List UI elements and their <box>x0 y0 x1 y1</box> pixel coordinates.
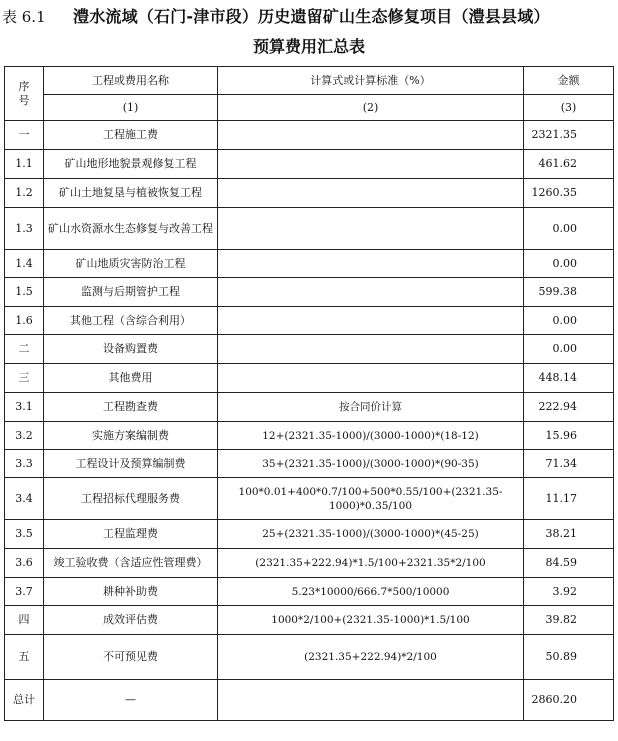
row-number: 1.1 <box>5 150 44 179</box>
row-formula: 12+(2321.35-1000)/(3000-1000)*(18-12) <box>218 422 524 450</box>
table-row <box>5 393 614 422</box>
row-formula: 按合同价计算 <box>218 393 524 422</box>
row-formula: 35+(2321.35-1000)/(3000-1000)*(90-35) <box>218 450 524 478</box>
row-formula <box>218 121 524 150</box>
header-subrow <box>5 95 614 121</box>
row-formula <box>218 278 524 307</box>
table-row <box>5 278 614 307</box>
header-seq: 序号 <box>5 67 44 121</box>
row-number: 3.4 <box>5 478 44 520</box>
table-row <box>5 307 614 335</box>
row-amount: 50.89 <box>524 635 614 680</box>
row-name: 实施方案编制费 <box>44 422 218 450</box>
row-name: 工程监理费 <box>44 520 218 549</box>
row-amount: 38.21 <box>524 520 614 549</box>
header-name: 工程或费用名称 <box>44 67 218 95</box>
row-amount: 2860.20 <box>524 680 614 721</box>
table-row <box>5 635 614 680</box>
row-amount: 15.96 <box>524 422 614 450</box>
table-row <box>5 179 614 208</box>
row-formula <box>218 307 524 335</box>
table-row <box>5 520 614 549</box>
row-formula: (2321.35+222.94)*2/100 <box>218 635 524 680</box>
project-title: 澧水流域（石门-津市段）历史遗留矿山生态修复项目（澧县县域） <box>73 7 550 26</box>
row-amount: 0.00 <box>524 250 614 278</box>
row-amount: 84.59 <box>524 549 614 578</box>
row-name: 竣工验收费（含适应性管理费） <box>44 549 218 578</box>
row-formula <box>218 680 524 721</box>
table-title: 预算费用汇总表 <box>252 37 365 56</box>
row-name: 设备购置费 <box>44 335 218 364</box>
row-name: 工程施工费 <box>44 121 218 150</box>
row-number: 3.3 <box>5 450 44 478</box>
row-formula <box>218 250 524 278</box>
row-amount: 11.17 <box>524 478 614 520</box>
row-name: 不可预见费 <box>44 635 218 680</box>
row-name: 工程设计及预算编制费 <box>44 450 218 478</box>
row-formula: (2321.35+222.94)*1.5/100+2321.35*2/100 <box>218 549 524 578</box>
row-name: 成效评估费 <box>44 606 218 635</box>
row-number: 3.6 <box>5 549 44 578</box>
row-formula <box>218 335 524 364</box>
table-row <box>5 250 614 278</box>
row-formula: 1000*2/100+(2321.35-1000)*1.5/100 <box>218 606 524 635</box>
header-amount: 金额 <box>524 67 614 95</box>
row-number: 3.1 <box>5 393 44 422</box>
header-sub-name: (1) <box>44 95 218 121</box>
row-amount: 0.00 <box>524 335 614 364</box>
table-row <box>5 364 614 393</box>
row-number: 1.4 <box>5 250 44 278</box>
table-row <box>5 606 614 635</box>
table-row <box>5 549 614 578</box>
table-row <box>5 450 614 478</box>
row-formula <box>218 208 524 250</box>
row-amount: 222.94 <box>524 393 614 422</box>
table-row <box>5 208 614 250</box>
row-amount: 0.00 <box>524 307 614 335</box>
header-sub-formula: (2) <box>218 95 524 121</box>
row-number: 总计 <box>5 680 44 721</box>
table-row <box>5 680 614 721</box>
row-formula: 25+(2321.35-1000)/(3000-1000)*(45-25) <box>218 520 524 549</box>
row-name: 其他费用 <box>44 364 218 393</box>
table-row <box>5 121 614 150</box>
row-name: 工程勘查费 <box>44 393 218 422</box>
row-name: 矿山地形地貌景观修复工程 <box>44 150 218 179</box>
header-formula: 计算式或计算标准（%） <box>218 67 524 95</box>
header-sub-amount: (3) <box>524 95 614 121</box>
row-number: 四 <box>5 606 44 635</box>
row-amount: 599.38 <box>524 278 614 307</box>
header-row <box>5 67 614 95</box>
row-number: 3.7 <box>5 578 44 606</box>
row-formula: 100*0.01+400*0.7/100+500*0.55/100+(2321.35-1000)*0.35/100 <box>218 478 524 520</box>
row-number: 五 <box>5 635 44 680</box>
row-name: 矿山水资源水生态修复与改善工程 <box>44 208 218 250</box>
row-number: 1.3 <box>5 208 44 250</box>
row-name: — <box>44 680 218 721</box>
row-name: 工程招标代理服务费 <box>44 478 218 520</box>
row-number: 一 <box>5 121 44 150</box>
row-name: 耕种补助费 <box>44 578 218 606</box>
table-row <box>5 578 614 606</box>
row-number: 三 <box>5 364 44 393</box>
row-amount: 39.82 <box>524 606 614 635</box>
row-amount: 1260.35 <box>524 179 614 208</box>
row-number: 1.2 <box>5 179 44 208</box>
row-formula: 5.23*10000/666.7*500/10000 <box>218 578 524 606</box>
table-number: 表 6.1 <box>2 8 46 26</box>
row-formula <box>218 364 524 393</box>
row-amount: 71.34 <box>524 450 614 478</box>
table-row <box>5 150 614 179</box>
row-formula <box>218 179 524 208</box>
row-amount: 448.14 <box>524 364 614 393</box>
budget-summary-table <box>4 66 614 721</box>
row-amount: 2321.35 <box>524 121 614 150</box>
table-row <box>5 478 614 520</box>
row-formula <box>218 150 524 179</box>
title-line-1 <box>0 2 618 32</box>
row-number: 1.6 <box>5 307 44 335</box>
row-amount: 3.92 <box>524 578 614 606</box>
row-number: 3.2 <box>5 422 44 450</box>
row-name: 矿山地质灾害防治工程 <box>44 250 218 278</box>
row-amount: 0.00 <box>524 208 614 250</box>
row-number: 3.5 <box>5 520 44 549</box>
row-number: 二 <box>5 335 44 364</box>
row-name: 其他工程（含综合利用） <box>44 307 218 335</box>
row-name: 监测与后期管护工程 <box>44 278 218 307</box>
row-name: 矿山土地复垦与植被恢复工程 <box>44 179 218 208</box>
row-amount: 461.62 <box>524 150 614 179</box>
table-row <box>5 422 614 450</box>
row-number: 1.5 <box>5 278 44 307</box>
table-row <box>5 335 614 364</box>
